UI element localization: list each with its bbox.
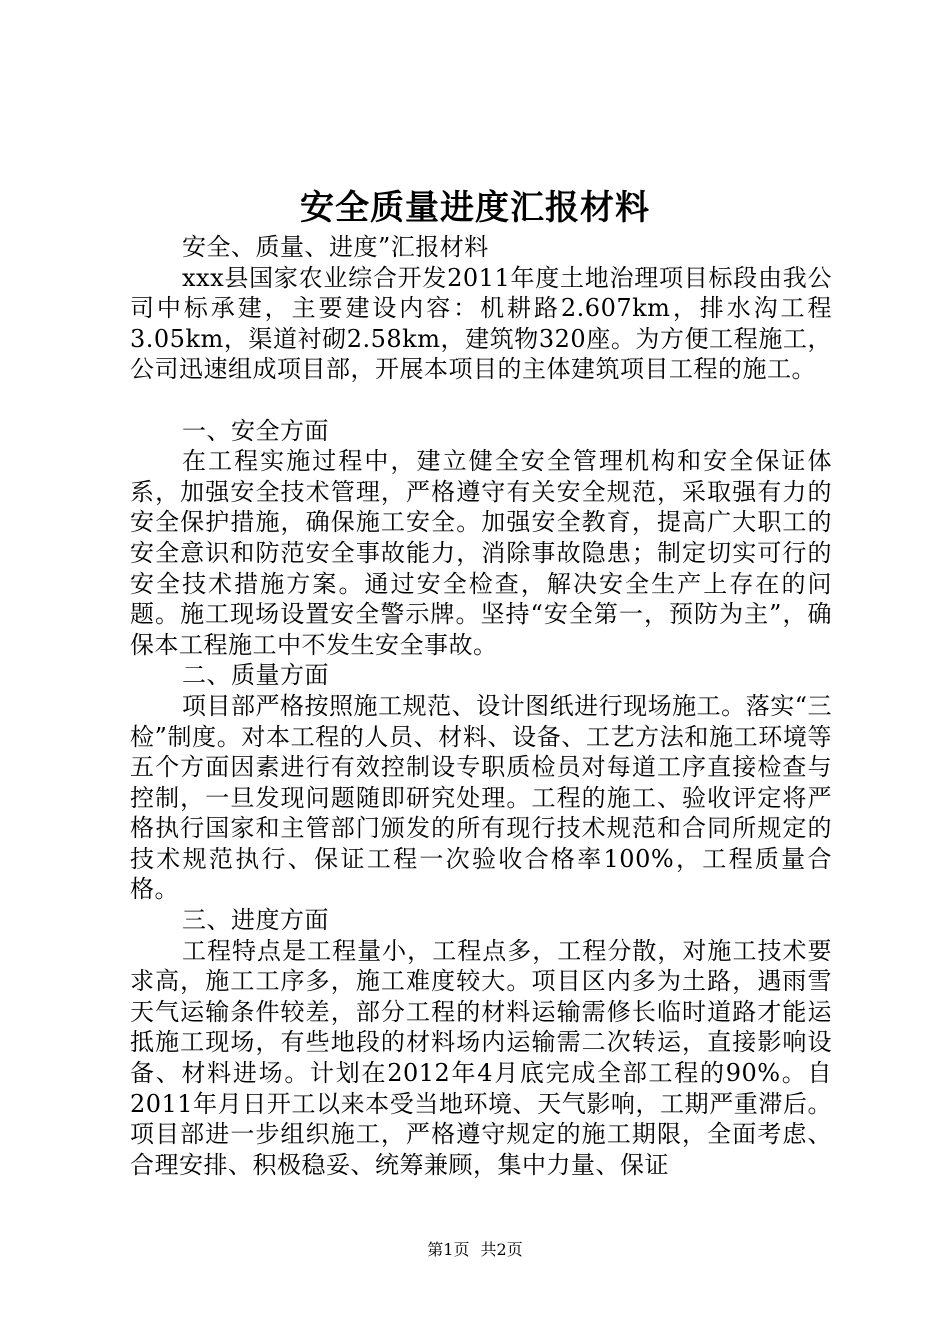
section-heading-progress: 三、进度方面 bbox=[182, 906, 329, 935]
section-body-progress: 工程特点是工程量小，工程点多，工程分散，对施工技术要求高，施工工序多，施工难度较大。项目区内多为土路，遇雨雪天气运输条件较差，部分工程的材料运输需修长临时道路才能运抵施工现场，有些地段的材料场内运输需二次转运，直接影响设备、材料进场。计划在2012年4月底完成全部工程的90%。自2011年月日开工以来本受当地环境、天气影响，工期严重滞后。项目部进一步组织施工，严格遵守规定的施工期限，全面考虑、合理安排、积极稳妥、统筹兼顾，集中力量、保证 bbox=[130, 936, 832, 1179]
blank-line bbox=[130, 385, 832, 416]
section-body-quality: 项目部严格按照施工规范、设计图纸进行现场施工。落实“三检”制度。对本工程的人员、材料、设备、工艺方法和施工环境等五个方面因素进行有效控制设专职质检员对每道工序直接检查与控制，一旦发现问题随即研究处理。工程的施工、验收评定将严格执行国家和主管部门颁发的所有现行技术规范和合同所规定的技术规范执行、保证工程一次验收合格率100%，工程质量合格。 bbox=[130, 691, 832, 904]
document-subtitle: 安全、质量、进度”汇报材料 bbox=[182, 233, 489, 261]
page-number: 第1页 bbox=[427, 1240, 470, 1259]
document-body bbox=[130, 232, 832, 1180]
section-heading-safety: 一、安全方面 bbox=[182, 416, 329, 445]
section-heading-quality: 二、质量方面 bbox=[182, 661, 329, 690]
page-footer bbox=[0, 1240, 950, 1260]
intro-paragraph: xxx县国家农业综合开发2011年度土地治理项目标段由我公司中标承建，主要建设内容：机耕路2.607km，排水沟工程3.05km，渠道衬砌2.58km，建筑物320座。为方便工程施工，公司迅速组成项目部，开展本项目的主体建筑项目工程的施工。 bbox=[130, 263, 832, 384]
page-total: 共2页 bbox=[480, 1240, 523, 1259]
section-body-safety: 在工程实施过程中，建立健全安全管理机构和安全保证体系，加强安全技术管理，严格遵守有关安全规范，采取强有力的安全保护措施，确保施工安全。加强安全教育，提高广大职工的安全意识和防范安全事故能力，消除事故隐患；制定切实可行的安全技术措施方案。通过安全检查，解决安全生产上存在的问题。施工现场设置安全警示牌。坚持“安全第一，预防为主”，确保本工程施工中不发生安全事故。 bbox=[130, 447, 832, 659]
document-title: 安全质量进度汇报材料 bbox=[300, 188, 650, 228]
